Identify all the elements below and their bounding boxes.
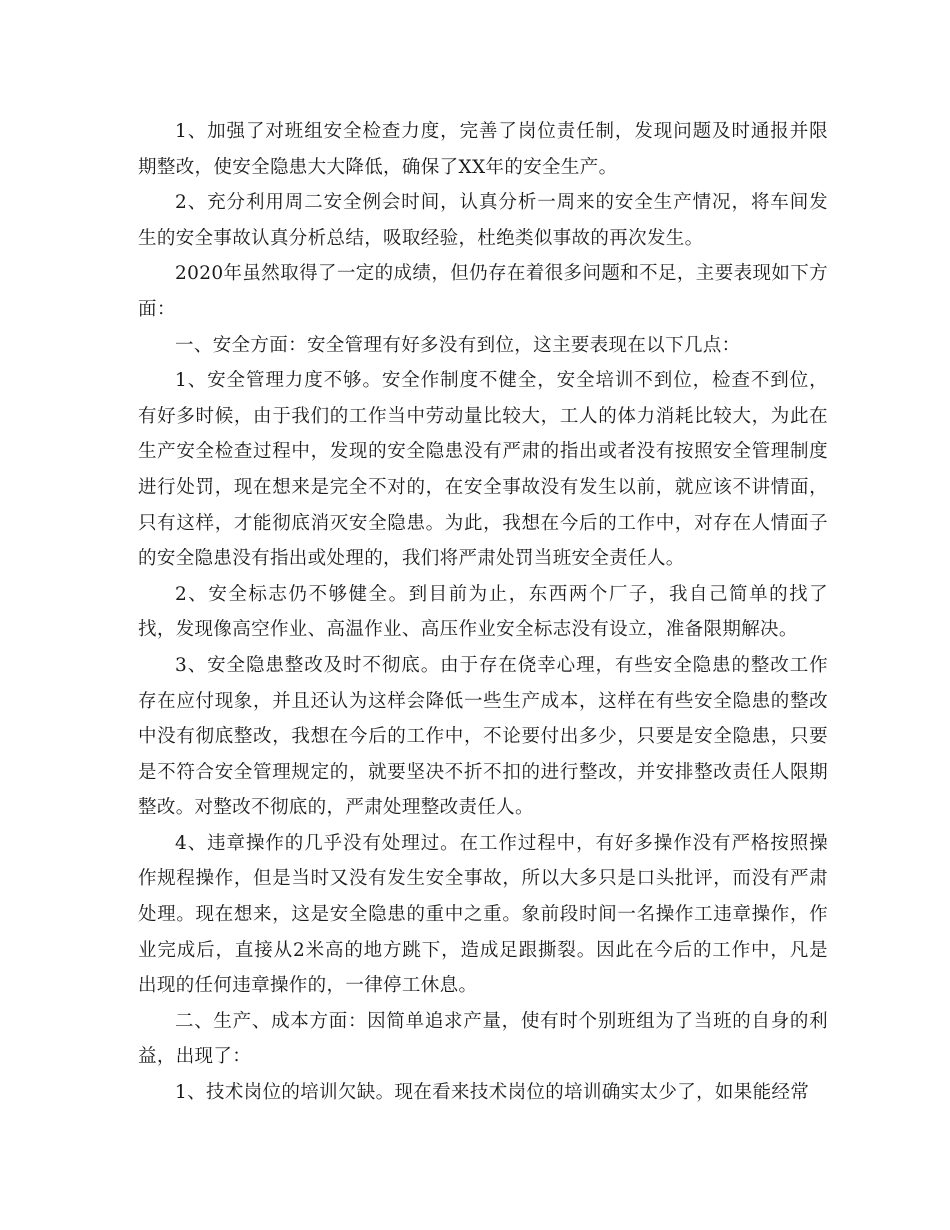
paragraph: 1、技术岗位的培训欠缺。现在看来技术岗位的培训确实太少了，如果能经常	[175, 1082, 810, 1104]
paragraph: 2、充分利用周二安全例会时间，认真分析一周来的安全生产情况，将车间发生的安全事故认真分析总结，吸取经验，杜绝类似事故的再次发生。	[138, 192, 828, 249]
paragraph: 1、安全管理力度不够。安全作制度不健全，安全培训不到位，检查不到位，有好多时候，由于我们的工作当中劳动量比较大，工人的体力消耗比较大，为此在生产安全检查过程中，发现的安全隐患没有严肃的指出或者没有按照安全管理制度进行处罚，现在想来是完全不对的，在安全事故没有发生以前，就应该不讲情面，只有这样，才能彻底消灭安全隐患。为此，我想在今后的工作中，对存在人情面子的安全隐患没有指出或处理的，我们将严肃处罚当班安全责任人。	[138, 370, 828, 570]
document-body	[138, 114, 828, 1111]
paragraph: 1、加强了对班组安全检查力度，完善了岗位责任制，发现问题及时通报并限期整改，使安全隐患大大降低，确保了XX年的安全生产。	[138, 121, 828, 178]
paragraph: 一、安全方面：安全管理有好多没有到位，这主要表现在以下几点：	[175, 334, 741, 356]
paragraph: 3、安全隐患整改及时不彻底。由于存在侥幸心理，有些安全隐患的整改工作存在应付现象，并且还认为这样会降低一些生产成本，这样在有些安全隐患的整改中没有彻底整改，我想在今后的工作中，不论要付出多少，只要是安全隐患，只要是不符合安全管理规定的，就要坚决不折不扣的进行整改，并安排整改责任人限期整改。对整改不彻底的，严肃处理整改责任人。	[138, 654, 828, 819]
paragraph: 2、安全标志仍不够健全。到目前为止，东西两个厂子，我自己简单的找了找，发现像高空作业、高温作业、高压作业安全标志没有设立，准备限期解决。	[138, 583, 828, 641]
paragraph: 4、违章操作的几乎没有处理过。在工作过程中，有好多操作没有严格按照操作规程操作，但是当时又没有发生安全事故，所以大多只是口头批评，而没有严肃处理。现在想来，这是安全隐患的重中之重。象前段时间一名操作工违章操作，作业完成后，直接从2米高的地方跳下，造成足跟撕裂。因此在今后的工作中，凡是出现的任何违章操作的，一律停工休息。	[138, 832, 828, 997]
paragraph: 2020年虽然取得了一定的成绩，但仍存在着很多问题和不足，主要表现如下方面：	[138, 263, 828, 320]
paragraph: 二、生产、成本方面：因简单追求产量，使有时个别班组为了当班的自身的利益，出现了：	[138, 1010, 828, 1068]
